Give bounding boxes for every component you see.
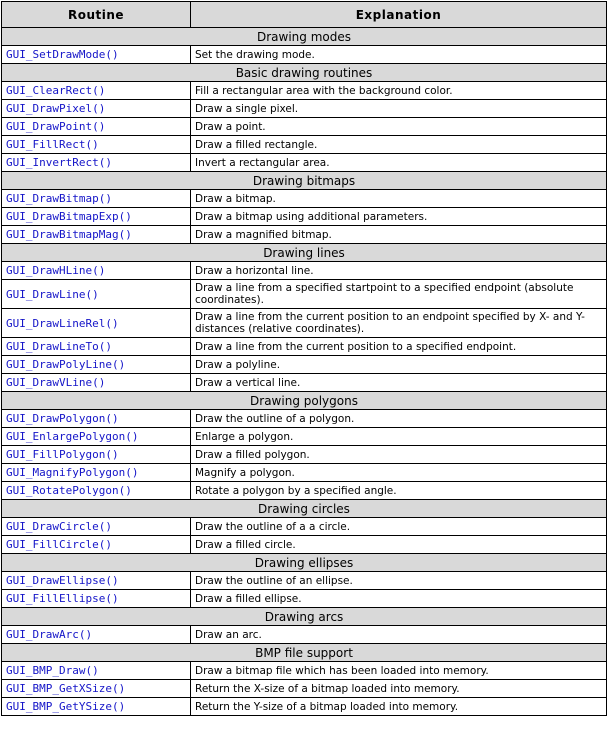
routine-link[interactable]: GUI_BMP_GetYSize() — [2, 698, 191, 716]
explanation-text: Draw a horizontal line. — [191, 262, 607, 280]
table-row — [2, 280, 607, 309]
table-row — [2, 482, 607, 500]
routine-link[interactable]: GUI_EnlargePolygon() — [2, 428, 191, 446]
routine-link[interactable]: GUI_DrawArc() — [2, 626, 191, 644]
header-routine: Routine — [2, 2, 191, 28]
table-body — [2, 28, 607, 716]
explanation-text: Enlarge a polygon. — [191, 428, 607, 446]
section-title: BMP file support — [2, 644, 607, 662]
section-header-row — [2, 244, 607, 262]
routine-link[interactable]: GUI_DrawBitmap() — [2, 190, 191, 208]
routine-link[interactable]: GUI_DrawLine() — [2, 280, 191, 309]
explanation-text: Magnify a polygon. — [191, 464, 607, 482]
table-row — [2, 338, 607, 356]
explanation-text: Draw a line from a specified startpoint to a specified endpoint (absolute coordinates). — [191, 280, 607, 309]
routine-link[interactable]: GUI_FillPolygon() — [2, 446, 191, 464]
section-header-row — [2, 554, 607, 572]
routine-link[interactable]: GUI_DrawHLine() — [2, 262, 191, 280]
routine-link[interactable]: GUI_DrawCircle() — [2, 518, 191, 536]
section-title: Drawing ellipses — [2, 554, 607, 572]
explanation-text: Draw a line from the current position to an endpoint specified by X- and Y-distances (relative coordinates). — [191, 309, 607, 338]
table-row — [2, 572, 607, 590]
explanation-text: Return the X-size of a bitmap loaded into memory. — [191, 680, 607, 698]
explanation-text: Draw the outline of a polygon. — [191, 410, 607, 428]
table-row — [2, 356, 607, 374]
table-row — [2, 226, 607, 244]
explanation-text: Set the drawing mode. — [191, 46, 607, 64]
explanation-text: Draw a polyline. — [191, 356, 607, 374]
section-title: Drawing arcs — [2, 608, 607, 626]
routine-link[interactable]: GUI_SetDrawMode() — [2, 46, 191, 64]
table-row — [2, 590, 607, 608]
explanation-text: Draw a bitmap. — [191, 190, 607, 208]
routine-link[interactable]: GUI_DrawBitmapMag() — [2, 226, 191, 244]
header-explanation: Explanation — [191, 2, 607, 28]
routine-link[interactable]: GUI_DrawPoint() — [2, 118, 191, 136]
table-row — [2, 536, 607, 554]
table-row — [2, 208, 607, 226]
section-header-row — [2, 28, 607, 46]
table-row — [2, 82, 607, 100]
explanation-text: Draw a filled rectangle. — [191, 136, 607, 154]
section-header-row — [2, 608, 607, 626]
explanation-text: Draw a filled circle. — [191, 536, 607, 554]
section-header-row — [2, 172, 607, 190]
section-title: Basic drawing routines — [2, 64, 607, 82]
section-title: Drawing lines — [2, 244, 607, 262]
explanation-text: Draw a magnified bitmap. — [191, 226, 607, 244]
section-title: Drawing bitmaps — [2, 172, 607, 190]
routine-link[interactable]: GUI_ClearRect() — [2, 82, 191, 100]
section-header-row — [2, 644, 607, 662]
explanation-text: Draw a filled polygon. — [191, 446, 607, 464]
explanation-text: Draw the outline of a a circle. — [191, 518, 607, 536]
table-row — [2, 309, 607, 338]
table-row — [2, 118, 607, 136]
section-title: Drawing modes — [2, 28, 607, 46]
explanation-text: Draw a bitmap using additional parameters. — [191, 208, 607, 226]
explanation-text: Draw the outline of an ellipse. — [191, 572, 607, 590]
routine-link[interactable]: GUI_BMP_GetXSize() — [2, 680, 191, 698]
header-row — [2, 2, 607, 28]
table-row — [2, 464, 607, 482]
table-row — [2, 46, 607, 64]
table-row — [2, 428, 607, 446]
explanation-text: Draw a line from the current position to a specified endpoint. — [191, 338, 607, 356]
explanation-text: Draw a bitmap file which has been loaded into memory. — [191, 662, 607, 680]
section-title: Drawing polygons — [2, 392, 607, 410]
routine-link[interactable]: GUI_MagnifyPolygon() — [2, 464, 191, 482]
routine-link[interactable]: GUI_DrawPixel() — [2, 100, 191, 118]
explanation-text: Draw a filled ellipse. — [191, 590, 607, 608]
routine-link[interactable]: GUI_BMP_Draw() — [2, 662, 191, 680]
routine-link[interactable]: GUI_DrawBitmapExp() — [2, 208, 191, 226]
explanation-text: Draw a point. — [191, 118, 607, 136]
explanation-text: Draw an arc. — [191, 626, 607, 644]
routine-link[interactable]: GUI_FillRect() — [2, 136, 191, 154]
routine-link[interactable]: GUI_FillEllipse() — [2, 590, 191, 608]
routine-link[interactable]: GUI_RotatePolygon() — [2, 482, 191, 500]
table-row — [2, 262, 607, 280]
routine-link[interactable]: GUI_DrawLineRel() — [2, 309, 191, 338]
section-header-row — [2, 64, 607, 82]
table-row — [2, 698, 607, 716]
explanation-text: Draw a single pixel. — [191, 100, 607, 118]
table-row — [2, 626, 607, 644]
routine-link[interactable]: GUI_FillCircle() — [2, 536, 191, 554]
table-row — [2, 190, 607, 208]
table-row — [2, 680, 607, 698]
table-row — [2, 446, 607, 464]
section-header-row — [2, 500, 607, 518]
explanation-text: Invert a rectangular area. — [191, 154, 607, 172]
section-header-row — [2, 392, 607, 410]
routine-link[interactable]: GUI_DrawPolygon() — [2, 410, 191, 428]
table-row — [2, 374, 607, 392]
explanation-text: Fill a rectangular area with the background color. — [191, 82, 607, 100]
section-title: Drawing circles — [2, 500, 607, 518]
routine-link[interactable]: GUI_InvertRect() — [2, 154, 191, 172]
explanation-text: Return the Y-size of a bitmap loaded into memory. — [191, 698, 607, 716]
table-row — [2, 410, 607, 428]
routine-table — [1, 1, 607, 716]
routine-link[interactable]: GUI_DrawVLine() — [2, 374, 191, 392]
table-row — [2, 154, 607, 172]
routine-link[interactable]: GUI_DrawLineTo() — [2, 338, 191, 356]
table-row — [2, 518, 607, 536]
explanation-text: Draw a vertical line. — [191, 374, 607, 392]
table-row — [2, 136, 607, 154]
table-row — [2, 100, 607, 118]
table-row — [2, 662, 607, 680]
explanation-text: Rotate a polygon by a specified angle. — [191, 482, 607, 500]
routine-link[interactable]: GUI_DrawEllipse() — [2, 572, 191, 590]
routine-link[interactable]: GUI_DrawPolyLine() — [2, 356, 191, 374]
